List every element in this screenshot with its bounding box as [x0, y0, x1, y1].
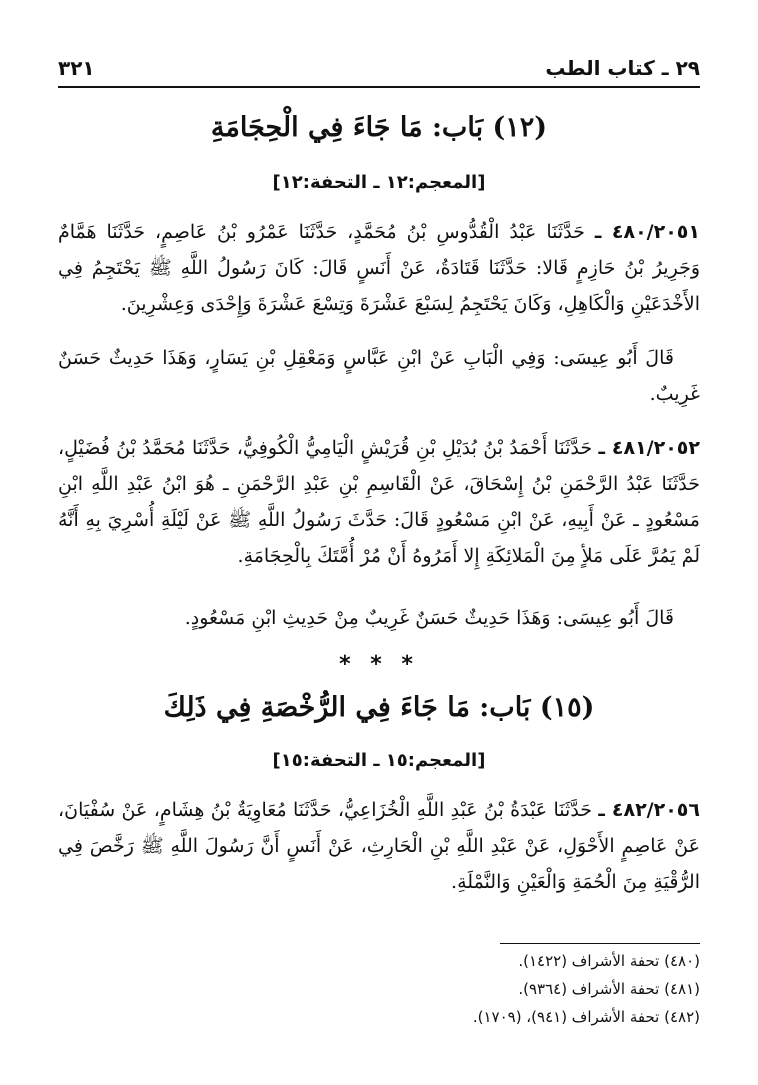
hadith-482: [58, 792, 700, 900]
section-ref-15: [المعجم:١٥ ـ التحفة:١٥]: [272, 750, 486, 771]
footnote-divider: [500, 943, 700, 944]
section-title-15: (١٥) بَاب: مَا جَاءَ فِي الرُّخْصَةِ فِي ذَلِكَ: [163, 692, 595, 723]
section-title-12: (١٢) بَاب: مَا جَاءَ فِي الْحِجَامَةِ: [210, 112, 548, 143]
commentary-480: [58, 340, 700, 412]
hadith-480: [58, 214, 700, 322]
hadith-481: [58, 430, 700, 574]
commentary-text: قَالَ أَبُو عِيسَى: وَهَذَا حَدِيثٌ حَسَنٌ غَرِيبٌ مِنْ حَدِيثِ ابْنِ مَسْعُودٍ.: [184, 607, 674, 629]
section-ref-12: [المعجم:١٢ ـ التحفة:١٢]: [272, 172, 486, 193]
footnote-482: (٤٨٢) تحفة الأشراف (٩٤١)، (١٧٠٩).: [472, 1008, 700, 1026]
hadith-text: حَدَّثَنَا عَبْدُ الْقُدُّوسِ بْنُ مُحَمَّدٍ، حَدَّثَنَا عَمْرُو بْنُ عَاصِمٍ، حَدَّثَنَا هَمَّامٌ وَجَرِيرُ بْنُ حَازِمٍ قَالا: حَدَّثَنَا قَتَادَةُ، عَنْ أَنَسٍ قَالَ: كَانَ رَسُولُ اللَّهِ ﷺ يَحْتَجِمُ فِي الأَخْدَعَيْنِ وَالْكَاهِلِ، وَكَانَ يَحْتَجِمُ لِسَبْعَ عَشْرَةَ وَتِسْعَ عَشْرَةَ وَإِحْدَى وَعِشْرِينَ.: [58, 221, 700, 315]
hadith-number: ٤٨١/٢٠٥٢ ـ: [598, 437, 700, 459]
header-divider: [58, 86, 700, 88]
commentary-text: قَالَ أَبُو عِيسَى: وَفِي الْبَابِ عَنْ ابْنِ عَبَّاسٍ وَمَعْقِلِ بْنِ يَسَارٍ، وَهَذَا حَدِيثٌ حَسَنٌ غَرِيبٌ.: [58, 347, 700, 405]
commentary-481: [58, 600, 700, 636]
page-header: [58, 50, 700, 80]
hadith-number: ٤٨٢/٢٠٥٦ ـ: [598, 799, 700, 821]
page-number: ٣٢١: [58, 56, 95, 80]
hadith-text: حَدَّثَنَا أَحْمَدُ بْنُ بُدَيْلِ بْنِ قُرَيْشٍ الْيَامِيُّ الْكُوفِيُّ، حَدَّثَنَا مُحَمَّدُ بْنُ فُضَيْلٍ، حَدَّثَنَا عَبْدُ الرَّحْمَنِ بْنُ إِسْحَاقَ، عَنْ الْقَاسِمِ بْنِ عَبْدِ الرَّحْمَنِ ـ هُوَ ابْنُ عَبْدِ اللَّهِ ابْنِ مَسْعُودٍ ـ عَنْ أَبِيهِ، عَنْ ابْنِ مَسْعُودٍ قَالَ: حَدَّثَ رَسُولُ اللَّهِ ﷺ عَنْ لَيْلَةِ أُسْرِيَ بِهِ أَنَّهُ لَمْ يَمُرَّ عَلَى مَلأٍ مِنَ الْمَلائِكَةِ إِلا أَمَرُوهُ أَنْ مُرْ أُمَّتَكَ بِالْحِجَامَةِ.: [58, 437, 700, 567]
hadith-number: ٤٨٠/٢٠٥١ ـ: [594, 221, 700, 243]
footnote-481: (٤٨١) تحفة الأشراف (٩٣٦٤).: [518, 980, 700, 998]
section-separator: * * *: [339, 652, 419, 677]
footnote-480: (٤٨٠) تحفة الأشراف (١٤٢٢).: [518, 952, 700, 970]
hadith-text: حَدَّثَنَا عَبْدَةُ بْنُ عَبْدِ اللَّهِ الْخُزَاعِيُّ، حَدَّثَنَا مُعَاوِيَةُ بْنُ هِشَامٍ، عَنْ سُفْيَانَ، عَنْ عَاصِمٍ الأَحْوَلِ، عَنْ عَبْدِ اللَّهِ بْنِ الْحَارِثِ، عَنْ أَنَسٍ أَنَّ رَسُولَ اللَّهِ ﷺ رَخَّصَ فِي الرُّقْيَةِ مِنَ الْحُمَةِ وَالْعَيْنِ وَالنَّمْلَةِ.: [58, 799, 700, 893]
chapter-heading: ٢٩ ـ كتاب الطب: [545, 56, 700, 80]
